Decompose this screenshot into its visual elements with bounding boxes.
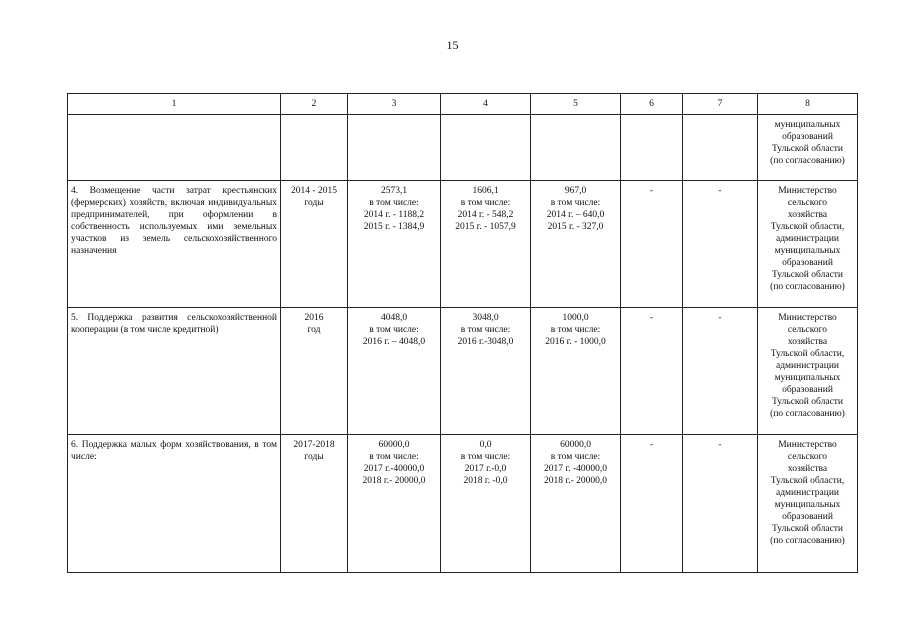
amount-line: 2015 г. - 327,0 xyxy=(547,222,604,232)
regional-funding-cell xyxy=(531,181,621,308)
column-number: 7 xyxy=(683,94,758,115)
amount-line: в том числе: xyxy=(369,198,419,208)
program-table xyxy=(67,93,858,573)
responsible-line: Тульской области, xyxy=(770,222,845,232)
responsible-line: (по согласованию) xyxy=(770,536,845,546)
responsible-line: администрации xyxy=(775,488,840,498)
responsible-line: хозяйства xyxy=(787,210,828,220)
amount-line: 2018 г.- 20000,0 xyxy=(362,476,426,486)
total-funding-cell xyxy=(348,435,441,573)
responsible-line: образований xyxy=(782,385,833,395)
amount-line: 0,0 xyxy=(479,440,492,450)
period-line: год xyxy=(307,325,321,335)
empty-cell xyxy=(683,115,758,181)
responsible-line: муниципальных xyxy=(774,373,841,383)
amount-line: 2014 г. – 640,0 xyxy=(546,210,605,220)
amount-line: 3048,0 xyxy=(472,313,499,323)
responsible-line: муниципальных xyxy=(774,500,841,510)
responsible-line: образований xyxy=(782,258,833,268)
total-funding-cell xyxy=(348,308,441,435)
federal-funding-cell xyxy=(441,435,531,573)
responsible-line: Тульской области xyxy=(771,524,844,534)
column-number: 5 xyxy=(531,94,621,115)
amount-line: 2015 г. - 1384,9 xyxy=(363,222,425,232)
other-funding-cell: - xyxy=(683,181,758,308)
page-number: 15 xyxy=(446,38,459,52)
column-number: 1 xyxy=(68,94,281,115)
empty-cell xyxy=(621,115,683,181)
column-number: 8 xyxy=(758,94,858,115)
amount-line: в том числе: xyxy=(369,325,419,335)
measure-description: 6. Поддержка малых форм хозяйствования, в том числе: xyxy=(68,435,281,573)
responsible-line: (по согласованию) xyxy=(770,409,845,419)
responsible-line: муниципальных xyxy=(774,246,841,256)
empty-cell xyxy=(68,115,281,181)
column-number: 2 xyxy=(281,94,348,115)
responsible-cell xyxy=(758,308,858,435)
responsible-cell xyxy=(758,435,858,573)
responsible-line: Министерство xyxy=(778,186,837,196)
local-funding-cell: - xyxy=(621,435,683,573)
amount-line: 967,0 xyxy=(564,186,587,196)
period-cell xyxy=(281,435,348,573)
amount-line: 4048,0 xyxy=(380,313,408,323)
responsible-line: (по согласованию) xyxy=(770,156,845,166)
amount-line: 2017 г.-40000,0 xyxy=(363,464,425,474)
local-funding-cell: - xyxy=(621,181,683,308)
amount-line: 2017 г. -40000,0 xyxy=(544,464,607,474)
table-row xyxy=(68,181,858,308)
responsible-line: образований xyxy=(782,132,833,142)
amount-line: 2017 г.-0,0 xyxy=(464,464,507,474)
regional-funding-cell xyxy=(531,308,621,435)
amount-line: 60000,0 xyxy=(378,440,410,450)
column-number-row xyxy=(68,94,858,115)
amount-line: 2016 г. – 4048,0 xyxy=(362,337,426,347)
amount-line: в том числе: xyxy=(550,325,601,335)
amount-line: 60000,0 xyxy=(560,440,591,450)
responsible-cell xyxy=(758,115,858,181)
federal-funding-cell xyxy=(441,181,531,308)
amount-line: 2015 г. - 1057,9 xyxy=(455,222,516,232)
amount-line: в том числе: xyxy=(460,452,511,462)
amount-line: 2016 г.-3048,0 xyxy=(457,337,514,347)
period-line: годы xyxy=(304,452,324,462)
other-funding-cell: - xyxy=(683,435,758,573)
column-number: 3 xyxy=(348,94,441,115)
federal-funding-cell xyxy=(441,308,531,435)
table-row xyxy=(68,308,858,435)
column-number: 6 xyxy=(621,94,683,115)
amount-line: 2014 г. - 1188,2 xyxy=(363,210,425,220)
amount-line: 2018 г.- 20000,0 xyxy=(544,476,607,486)
continuation-row xyxy=(68,115,858,181)
empty-cell xyxy=(441,115,531,181)
responsible-line: сельского xyxy=(787,325,828,335)
regional-funding-cell xyxy=(531,435,621,573)
amount-line: в том числе: xyxy=(550,198,601,208)
amount-line: 1606,1 xyxy=(472,186,499,196)
measure-description: 5. Поддержка развития сельскохозяйственной кооперации (в том числе кредитной) xyxy=(68,308,281,435)
empty-cell xyxy=(348,115,441,181)
amount-line: 2016 г. - 1000,0 xyxy=(545,337,606,347)
responsible-line: Тульской области, xyxy=(770,349,845,359)
amount-line: 2018 г. -0,0 xyxy=(463,476,508,486)
responsible-line: муниципальных xyxy=(774,120,841,130)
responsible-line: Тульской области xyxy=(771,270,844,280)
amount-line: 2573,1 xyxy=(380,186,408,196)
empty-cell xyxy=(281,115,348,181)
responsible-cell xyxy=(758,181,858,308)
measure-description: 4. Возмещение части затрат крестьянских (фермерских) хозяйств, включая индивидуальных предпринимателей, при оформлении в собственность используемых ими земельных участков из земель сельскохозяйственного назначения xyxy=(68,181,281,308)
amount-line: в том числе: xyxy=(369,452,419,462)
amount-line: в том числе: xyxy=(550,452,601,462)
amount-line: 1000,0 xyxy=(562,313,589,323)
responsible-line: Тульской области xyxy=(771,144,844,154)
amount-line: 2014 г. - 548,2 xyxy=(457,210,514,220)
column-number: 4 xyxy=(441,94,531,115)
period-line: 2016 xyxy=(304,313,324,323)
responsible-line: Министерство xyxy=(778,313,837,323)
total-funding-cell xyxy=(348,181,441,308)
amount-line: в том числе: xyxy=(460,325,511,335)
empty-cell xyxy=(531,115,621,181)
other-funding-cell: - xyxy=(683,308,758,435)
responsible-line: администрации xyxy=(775,361,840,371)
period-cell xyxy=(281,308,348,435)
responsible-line: образований xyxy=(782,512,833,522)
responsible-line: сельского xyxy=(787,452,828,462)
period-line: годы xyxy=(304,198,324,208)
period-line: 2017-2018 xyxy=(293,440,335,450)
local-funding-cell: - xyxy=(621,308,683,435)
responsible-line: хозяйства xyxy=(787,337,828,347)
responsible-line: Тульской области xyxy=(771,397,844,407)
table-row xyxy=(68,435,858,573)
period-cell xyxy=(281,181,348,308)
responsible-line: (по согласованию) xyxy=(770,282,845,292)
responsible-line: сельского xyxy=(787,198,828,208)
responsible-line: хозяйства xyxy=(787,464,828,474)
responsible-line: Тульской области, xyxy=(770,476,845,486)
responsible-line: Министерство xyxy=(778,440,837,450)
responsible-line: администрации xyxy=(775,234,840,244)
period-line: 2014 - 2015 xyxy=(291,186,337,196)
amount-line: в том числе: xyxy=(460,198,511,208)
